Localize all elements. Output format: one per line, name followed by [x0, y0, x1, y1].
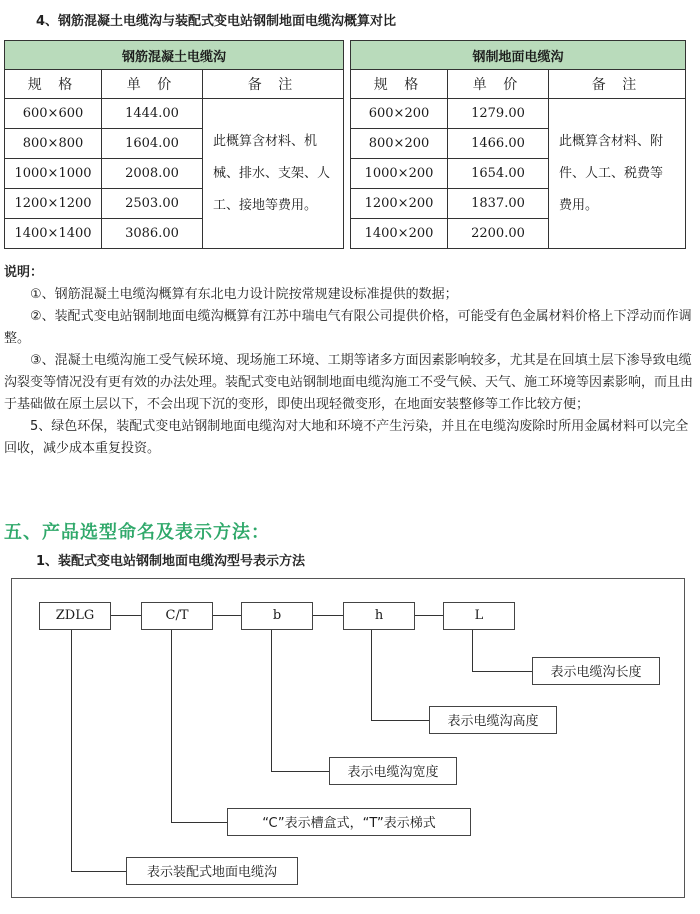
connector-line [415, 615, 443, 616]
spec-cell: 800×200 [351, 129, 448, 159]
model-code-diagram [11, 578, 685, 898]
subsection-title: 1、装配式变电站钢制地面电缆沟型号表示方法 [36, 554, 306, 569]
section-4-title: 4、钢筋混凝土电缆沟与装配式变电站钢制地面电缆沟概算对比 [36, 14, 397, 29]
price-cell: 2503.00 [102, 189, 203, 219]
col-header-price: 单 价 [448, 70, 549, 99]
leader-line [472, 630, 473, 671]
col-header-spec: 规 格 [5, 70, 102, 99]
connector-line [213, 615, 241, 616]
leader-line [271, 630, 272, 771]
price-cell: 2200.00 [448, 219, 549, 249]
note-cell: 此概算含材料、机械、排水、支架、人工、接地等费用。 [203, 99, 344, 249]
steel-trench-table [350, 40, 686, 249]
spec-cell: 1000×200 [351, 159, 448, 189]
label-length: 表示电缆沟长度 [532, 657, 660, 685]
leader-line [472, 671, 532, 672]
table-row [351, 99, 686, 129]
leader-line [71, 871, 126, 872]
notes-heading: 说明： [4, 265, 44, 280]
table-title: 钢筋混凝土电缆沟 [5, 41, 344, 70]
note-item: 5、绿色环保，装配式变电站钢制地面电缆沟对大地和环境不产生污染，并且在电缆沟废除时所用金属材料可以完全回收，减少成本重复投资。 [4, 419, 689, 456]
spec-cell: 600×200 [351, 99, 448, 129]
col-header-spec: 规 格 [351, 70, 448, 99]
connector-line [111, 615, 141, 616]
notes-section [4, 262, 694, 460]
concrete-trench-table [4, 40, 344, 249]
leader-line [171, 822, 227, 823]
label-product: 表示装配式地面电缆沟 [126, 857, 298, 885]
price-cell: 1837.00 [448, 189, 549, 219]
code-box-zdlg: ZDLG [39, 602, 111, 630]
code-box-ct: C/T [141, 602, 213, 630]
col-header-note: 备 注 [549, 70, 686, 99]
price-cell: 3086.00 [102, 219, 203, 249]
price-cell: 1279.00 [448, 99, 549, 129]
code-box-l: L [443, 602, 515, 630]
connector-line [313, 615, 343, 616]
leader-line [171, 630, 172, 822]
label-type: “C”表示槽盒式，“T”表示梯式 [227, 808, 471, 836]
col-header-note: 备 注 [203, 70, 344, 99]
table-title: 钢制地面电缆沟 [351, 41, 686, 70]
leader-line [371, 720, 429, 721]
section-5-title: 五、产品选型命名及表示方法： [4, 522, 270, 543]
price-cell: 1444.00 [102, 99, 203, 129]
code-box-b: b [241, 602, 313, 630]
spec-cell: 1400×1400 [5, 219, 102, 249]
price-cell: 1466.00 [448, 129, 549, 159]
note-item: ①、钢筋混凝土电缆沟概算有东北电力设计院按常规建设标准提供的数据； [30, 287, 458, 302]
code-box-h: h [343, 602, 415, 630]
price-cell: 1604.00 [102, 129, 203, 159]
price-cell: 1654.00 [448, 159, 549, 189]
note-item: ③、混凝土电缆沟施工受气候环境、现场施工环境、工期等诸多方面因素影响较多，尤其是在回填土层下渗导致电缆沟裂变等情况没有更有效的办法处理。装配式变电站钢制地面电缆沟施工不受气候、天气、施工环境等因素影响，而且由于基础做在原土层以下，不会出现下沉的变形，即使出现轻微变形，在地面安装整修等工作比较方便； [4, 353, 694, 412]
spec-cell: 1400×200 [351, 219, 448, 249]
note-item: ②、装配式变电站钢制地面电缆沟概算有江苏中瑞电气有限公司提供价格，可能受有色金属材料价格上下浮动而作调整。 [4, 309, 692, 346]
col-header-price: 单 价 [102, 70, 203, 99]
price-cell: 2008.00 [102, 159, 203, 189]
leader-line [371, 630, 372, 720]
label-height: 表示电缆沟高度 [429, 706, 557, 734]
label-width: 表示电缆沟宽度 [329, 757, 457, 785]
spec-cell: 1200×1200 [5, 189, 102, 219]
note-cell: 此概算含材料、附件、人工、税费等费用。 [549, 99, 686, 249]
spec-cell: 1200×200 [351, 189, 448, 219]
spec-cell: 1000×1000 [5, 159, 102, 189]
leader-line [71, 630, 72, 871]
spec-cell: 800×800 [5, 129, 102, 159]
spec-cell: 600×600 [5, 99, 102, 129]
table-row [5, 99, 344, 129]
leader-line [271, 771, 329, 772]
